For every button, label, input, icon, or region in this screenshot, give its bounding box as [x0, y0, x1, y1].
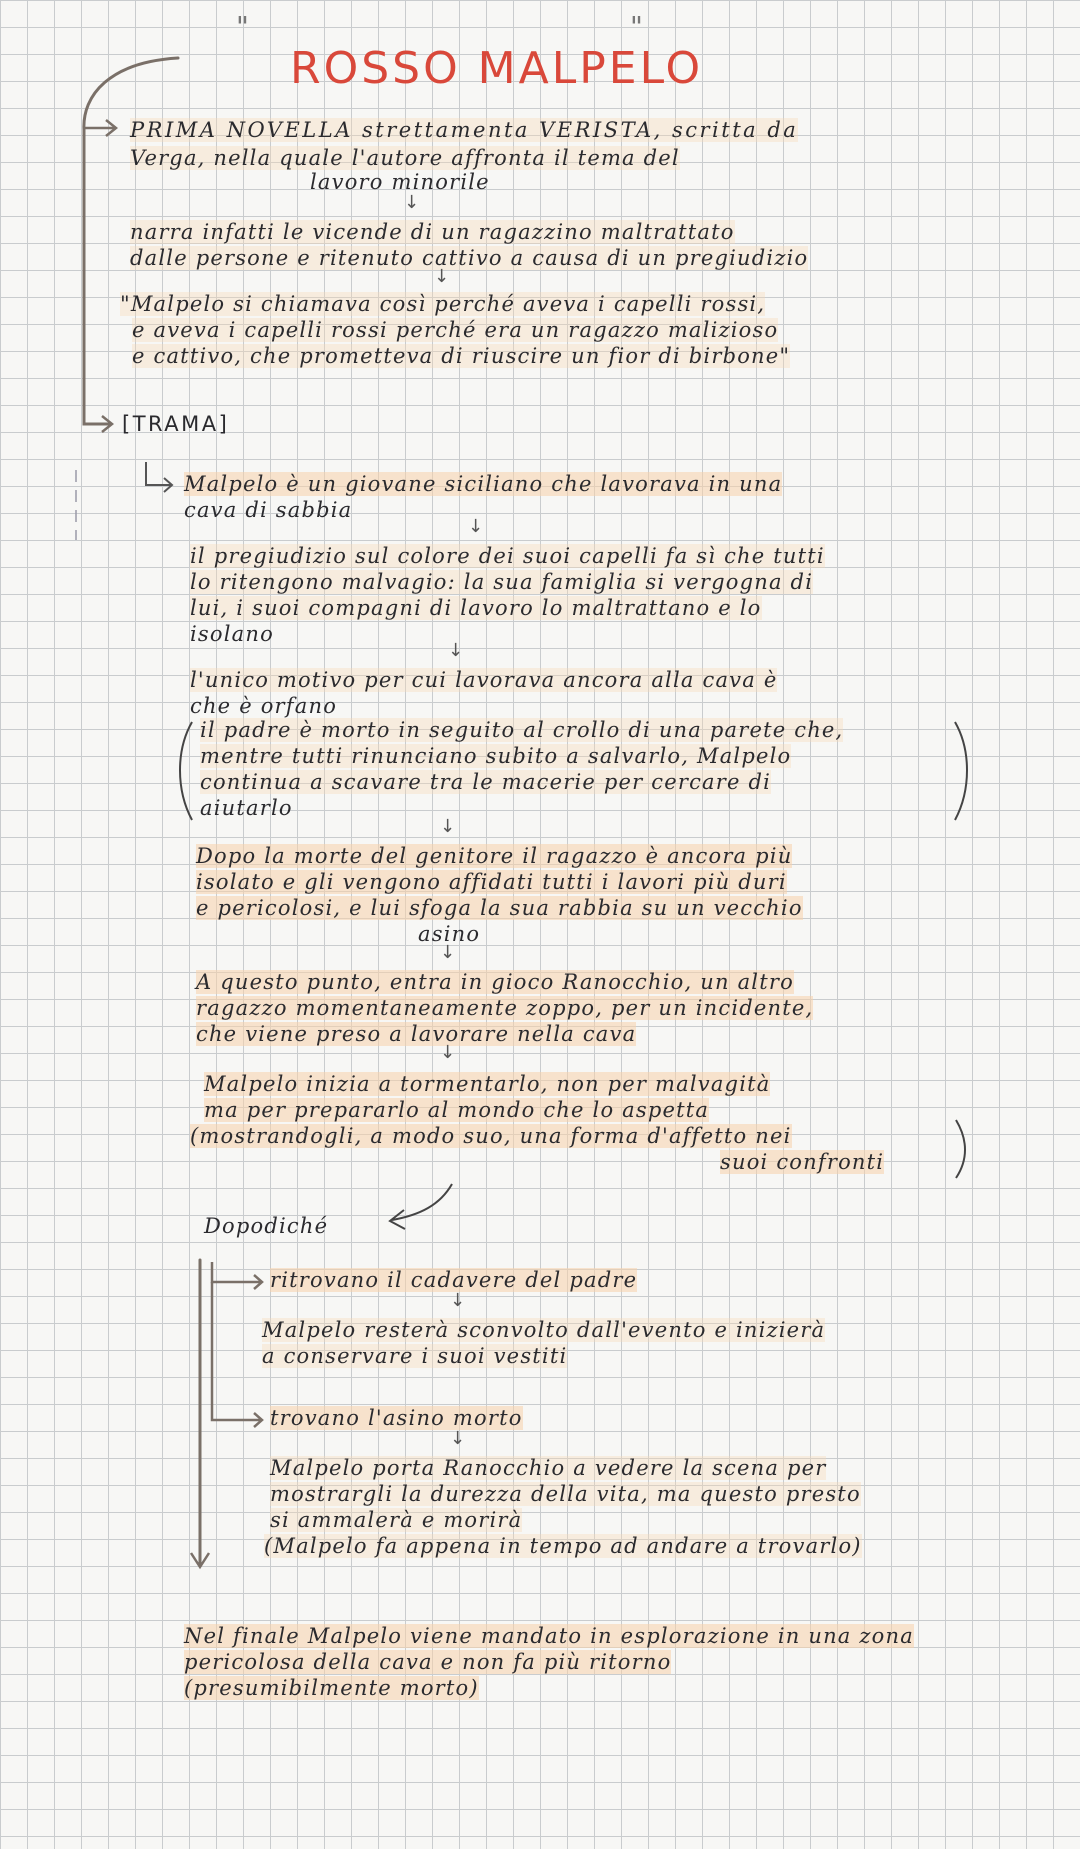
- quote-line-3: e cattivo, che prometteva di riuscire un fior di birbone": [132, 344, 791, 368]
- title-quote-open: ": [236, 10, 249, 43]
- plot-line: Malpelo è un giovane siciliano che lavorava in una: [184, 472, 783, 496]
- plot-line: il padre è morto in seguito al crollo di una parete che,: [200, 718, 844, 742]
- arrow-down-icon: ↓: [440, 816, 456, 837]
- branch-1-label: ritrovano il cadavere del padre: [270, 1268, 638, 1292]
- quote-line-1: "Malpelo si chiamava così perché aveva i capelli rossi,: [120, 292, 766, 316]
- arrow-down-icon: ↓: [434, 266, 450, 287]
- arrow-down-icon: ↓: [468, 516, 484, 537]
- page-title: ROSSO MALPELO: [290, 43, 704, 95]
- branch-2-detail: Malpelo porta Ranocchio a vedere la scena per: [270, 1456, 827, 1480]
- plot-line: asino: [418, 922, 481, 946]
- branch-2-detail: si ammalerà e morirà: [270, 1508, 523, 1532]
- plot-line: che è orfano: [190, 694, 338, 718]
- finale-line: pericolosa della cava e non fa più ritorno: [184, 1650, 672, 1674]
- branch-2-label: trovano l'asino morto: [270, 1406, 523, 1430]
- plot-line: lo ritengono malvagio: la sua famiglia si vergogna di: [190, 570, 814, 594]
- arrow-down-icon: ↓: [450, 1290, 466, 1311]
- arrow-down-icon: ↓: [404, 192, 420, 213]
- finale-line: (presumibilmente morto): [184, 1676, 479, 1700]
- branch-1-detail: Malpelo resterà sconvolto dall'evento e inizierà: [262, 1318, 826, 1342]
- branch-2-detail: mostrargli la durezza della vita, ma questo presto: [270, 1482, 861, 1506]
- arrow-down-icon: ↓: [450, 1428, 466, 1449]
- title-quote-close: ": [630, 10, 643, 43]
- plot-line: suoi confronti: [720, 1150, 885, 1174]
- plot-line: Malpelo inizia a tormentarlo, non per malvagità: [204, 1072, 771, 1096]
- plot-line: l'unico motivo per cui lavorava ancora alla cava è: [190, 668, 778, 692]
- arrow-down-icon: ↓: [448, 640, 464, 661]
- plot-line: ma per prepararlo al mondo che lo aspetta: [204, 1098, 710, 1122]
- plot-line: mentre tutti rinunciano subito a salvarlo, Malpelo: [200, 744, 792, 768]
- trama-heading: [TRAMA]: [122, 412, 230, 436]
- summary-line-1: narra infatti le vicende di un ragazzino maltrattato: [130, 220, 735, 244]
- intro-line-3: lavoro minorile: [310, 170, 490, 194]
- plot-line: aiutarlo: [200, 796, 293, 820]
- finale-line: Nel finale Malpelo viene mandato in esplorazione in una zona: [184, 1624, 914, 1648]
- plot-line: che viene preso a lavorare nella cava: [196, 1022, 637, 1046]
- plot-line: (mostrandogli, a modo suo, una forma d'affetto nei: [190, 1124, 792, 1148]
- plot-line: Dopo la morte del genitore il ragazzo è ancora più: [196, 844, 793, 868]
- branch-1-detail: a conservare i suoi vestiti: [262, 1344, 568, 1368]
- intro-line-2: Verga, nella quale l'autore affronta il tema del: [130, 146, 680, 170]
- plot-line: il pregiudizio sul colore dei suoi capelli fa sì che tutti: [190, 544, 825, 568]
- plot-line: continua a scavare tra le macerie per cercare di: [200, 770, 772, 794]
- plot-line: isolano: [190, 622, 274, 646]
- summary-line-2: dalle persone e ritenuto cattivo a causa di un pregiudizio: [130, 246, 809, 270]
- intro-line-1: PRIMA NOVELLA strettamenta VERISTA, scritta da: [130, 118, 799, 142]
- plot-line: A questo punto, entra in gioco Ranocchio, un altro: [196, 970, 794, 994]
- plot-line: lui, i suoi compagni di lavoro lo maltrattano e lo: [190, 596, 762, 620]
- plot-line: ragazzo momentaneamente zoppo, per un incidente,: [196, 996, 814, 1020]
- quote-line-2: e aveva i capelli rossi perché era un ragazzo malizioso: [132, 318, 779, 342]
- dopodiche-label: Dopodiché: [204, 1214, 329, 1238]
- plot-line: e pericolosi, e lui sfoga la sua rabbia su un vecchio: [196, 896, 803, 920]
- arrow-down-icon: ↓: [440, 1042, 456, 1063]
- branch-2-detail: (Malpelo fa appena in tempo ad andare a trovarlo): [264, 1534, 862, 1558]
- arrow-down-icon: ↓: [440, 942, 456, 963]
- plot-line: isolato e gli vengono affidati tutti i lavori più duri: [196, 870, 787, 894]
- plot-line: cava di sabbia: [184, 498, 353, 522]
